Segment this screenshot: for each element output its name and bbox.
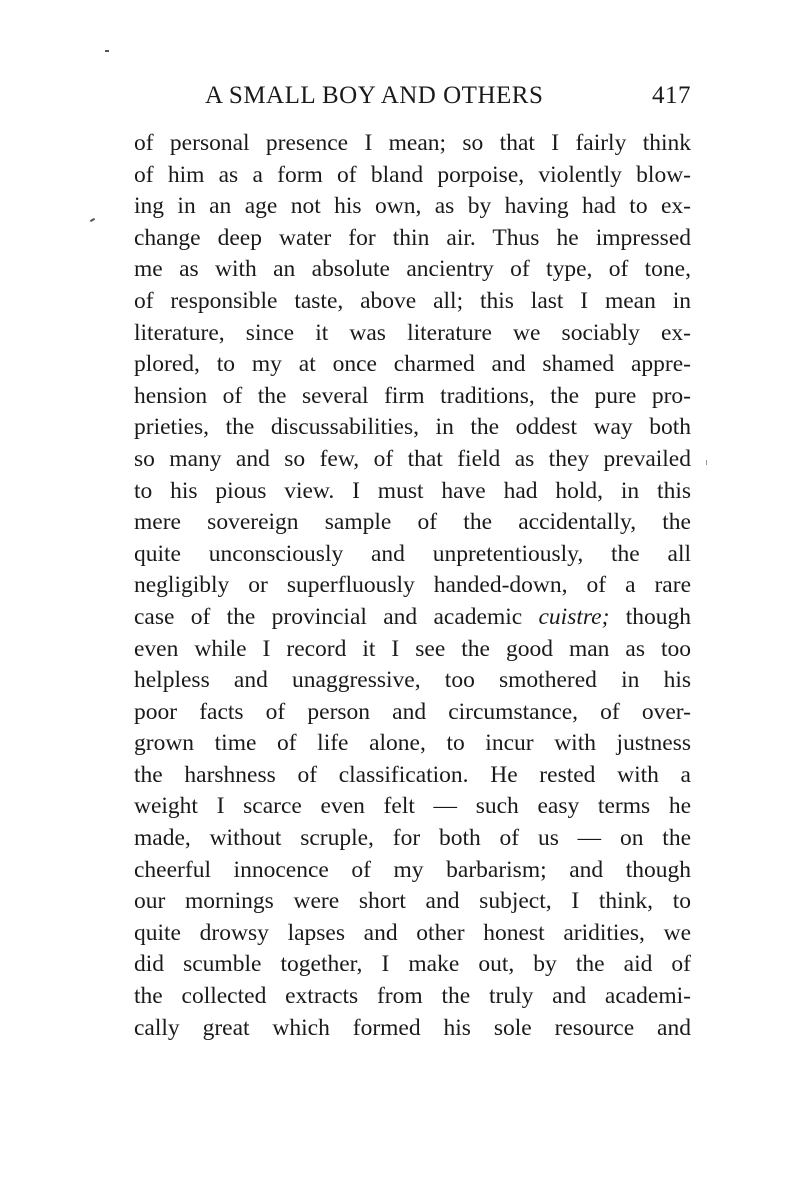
text-line: poor facts of person and circumstance, of over- bbox=[134, 698, 691, 725]
italic-word: cuistre; bbox=[538, 603, 610, 630]
text-line: grown time of life alone, to incur with justness bbox=[134, 730, 691, 757]
text-line: negligibly or superfluously handed-down, of a rare bbox=[134, 572, 691, 599]
running-title: A SMALL BOY AND OTHERS bbox=[205, 82, 544, 109]
text-line: me as with an absolute ancientry of type, of tone, bbox=[134, 256, 691, 283]
text-line: the harshness of classification. He rested with a bbox=[134, 761, 691, 788]
text-line: the collected extracts from the truly and academi- bbox=[134, 983, 691, 1010]
text-line: helpless and unaggressive, too smothered in his bbox=[134, 667, 691, 694]
text-line: our mornings were short and subject, I think, to bbox=[134, 888, 691, 915]
text-line: cheerful innocence of my barbarism; and though bbox=[134, 856, 691, 883]
page-number: 417 bbox=[652, 82, 691, 109]
text-line: mere sovereign sample of the accidentally, the bbox=[134, 509, 691, 536]
running-header bbox=[205, 82, 691, 116]
text-line: plored, to my at once charmed and shamed appre- bbox=[134, 351, 691, 378]
text-line: ing in an age not his own, as by having had to ex- bbox=[134, 193, 691, 220]
text-line: literature, since it was literature we sociably ex- bbox=[134, 319, 691, 346]
text-line-start: case of the provincial and academic bbox=[134, 603, 539, 630]
text-line: cally great which formed his sole resource and bbox=[134, 1014, 691, 1041]
text-line: weight I scarce even felt — such easy terms he bbox=[134, 793, 691, 820]
print-speck bbox=[105, 50, 109, 52]
text-line-end: though bbox=[609, 603, 691, 630]
text-line: hension of the several firm traditions, the pure pro- bbox=[134, 382, 691, 409]
text-line: of personal presence I mean; so that I fairly think bbox=[134, 130, 691, 156]
text-line: so many and so few, of that field as they prevailed bbox=[134, 445, 691, 472]
text-line: of responsible taste, above all; this last I mean in bbox=[134, 287, 691, 314]
text-line-with-italic bbox=[134, 602, 691, 634]
text-line: quite unconsciously and unpretentiously, the all bbox=[134, 540, 691, 567]
text-line: prieties, the discussabilities, in the oddest way both bbox=[134, 414, 691, 441]
text-line: made, without scruple, for both of us — on the bbox=[134, 825, 691, 852]
text-line: to his pious view. I must have had hold, in this bbox=[134, 477, 691, 504]
text-line: of him as a form of bland porpoise, violently blow- bbox=[134, 161, 691, 188]
print-speck bbox=[90, 218, 95, 222]
body-text bbox=[134, 128, 691, 1044]
text-line: change deep water for thin air. Thus he impressed bbox=[134, 224, 691, 251]
print-speck bbox=[706, 460, 707, 465]
text-line: quite drowsy lapses and other honest aridities, we bbox=[134, 919, 691, 946]
text-line: even while I record it I see the good man as too bbox=[134, 635, 691, 662]
text-line: did scumble together, I make out, by the aid of bbox=[134, 951, 691, 978]
